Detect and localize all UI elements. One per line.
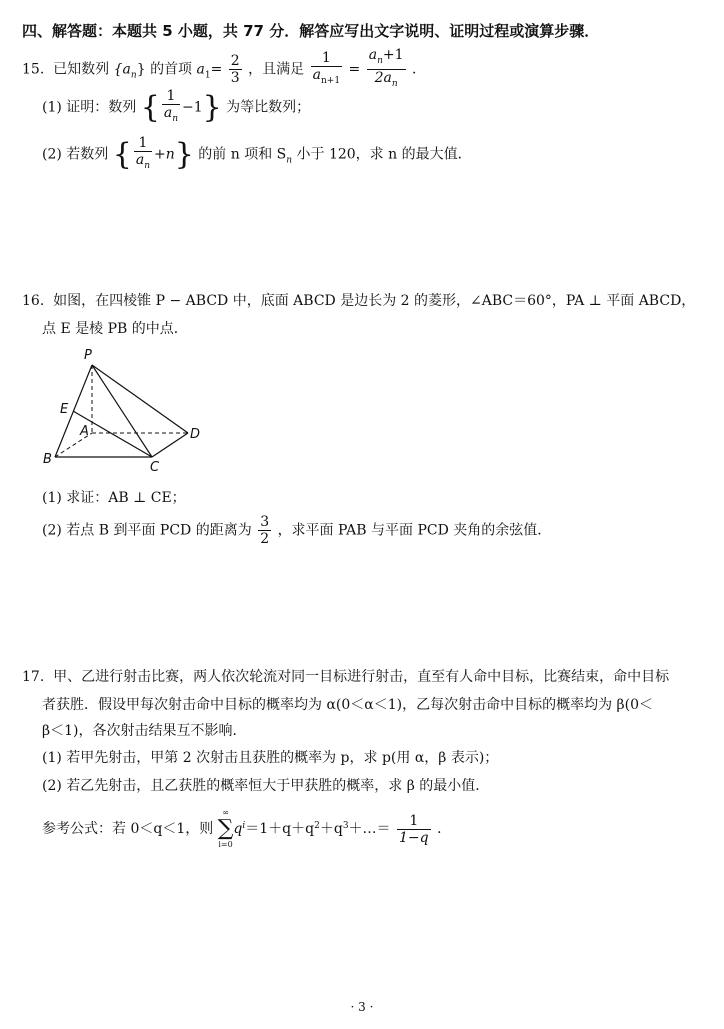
label-C: C [150,460,160,475]
edge-PD [92,365,188,433]
summation-symbol: ∞ ∑ i=0 [217,808,234,849]
q17-part2: (2) 若乙先射击，且乙获胜的概率恒大于甲获胜的概率，求 β 的最小值． [42,778,490,794]
q15-number: 15. [22,61,45,78]
q16-stem-line1: 16. 如图，在四棱锥 P − ABCD 中，底面 ABCD 是边长为 2 的菱形，∠ABC＝60°，PA ⊥ 平面 ABCD， [22,293,696,309]
q15-a1-fraction: $\frac{2}{3}$ [230,53,240,86]
q16-part1: (1) 求证：AB ⊥ CE； [42,490,186,506]
q15-part1: (1) 证明：数列 { $\frac{1}{a_n}$ −1} 为等比数列； [42,88,311,125]
q16-stem-line2: 点 E 是棱 PB 的中点． [42,321,188,337]
section-header: 四、解答题：本题共 5 小题，共 77 分．解答应写出文字说明、证明过程或演算步骤． [22,22,600,40]
edge-CD [152,433,188,457]
q16-part2: (2) 若点 B 到平面 PCD 的距离为 $\frac{3}{2}$ ，求平面 PAB 与平面 PCD 夹角的余弦值． [42,514,552,547]
pyramid-figure [40,345,210,475]
label-E: E [60,402,69,417]
edge-PC [92,365,152,457]
q16-number: 16. [22,293,45,309]
q17-number: 17. [22,669,45,685]
q17-stem-line1: 17. 甲、乙进行射击比赛，两人依次轮流对同一目标进行射击，直至有人命中目标，比赛结束，命中目标 [22,669,670,685]
label-P: P [84,348,92,363]
label-D: D [190,427,201,442]
page-number: · 3 · [350,1000,374,1014]
q17-part1: (1) 若甲先射击，甲第 2 次射击且获胜的概率为 p，求 p(用 α，β 表示)； [42,750,499,766]
q15-recurrence-rhs: $\frac{a_n+1}{2a_n}$ [368,47,404,89]
q15-recurrence-lhs: $\frac{1}{a_{n+1}}$ [312,50,341,86]
q15-stem: 15. 已知数列 $\{a_n\}$ 的首项 $a_1=$ $\frac{2}{3}$ ，且满足 $\frac{1}{a_{n+1}}$ = $\frac{a_n+1}{2a_n}$ ． [22,47,426,92]
q15-part2: (2) 若数列 { $\frac{1}{a_n}$ +n} 的前 n 项和 $S_n$ 小于 120，求 n 的最大值． [42,135,472,172]
label-B: B [43,452,52,467]
q17-stem-line3: β＜1)，各次射击结果互不影响． [42,723,247,739]
q17-reference-formula: 参考公式：若 0＜q＜1，则 ∞ ∑ i=0 $q^i=1+q+q^2+q^3+\dots=$ $\frac{1}{1-q}$ ． [42,808,452,849]
q17-stem-line2: 者获胜．假设甲每次射击命中目标的概率均为 α(0＜α＜1)，乙每次射击命中目标的概率均为 β(0＜ [42,697,654,713]
label-A: A [80,424,89,439]
